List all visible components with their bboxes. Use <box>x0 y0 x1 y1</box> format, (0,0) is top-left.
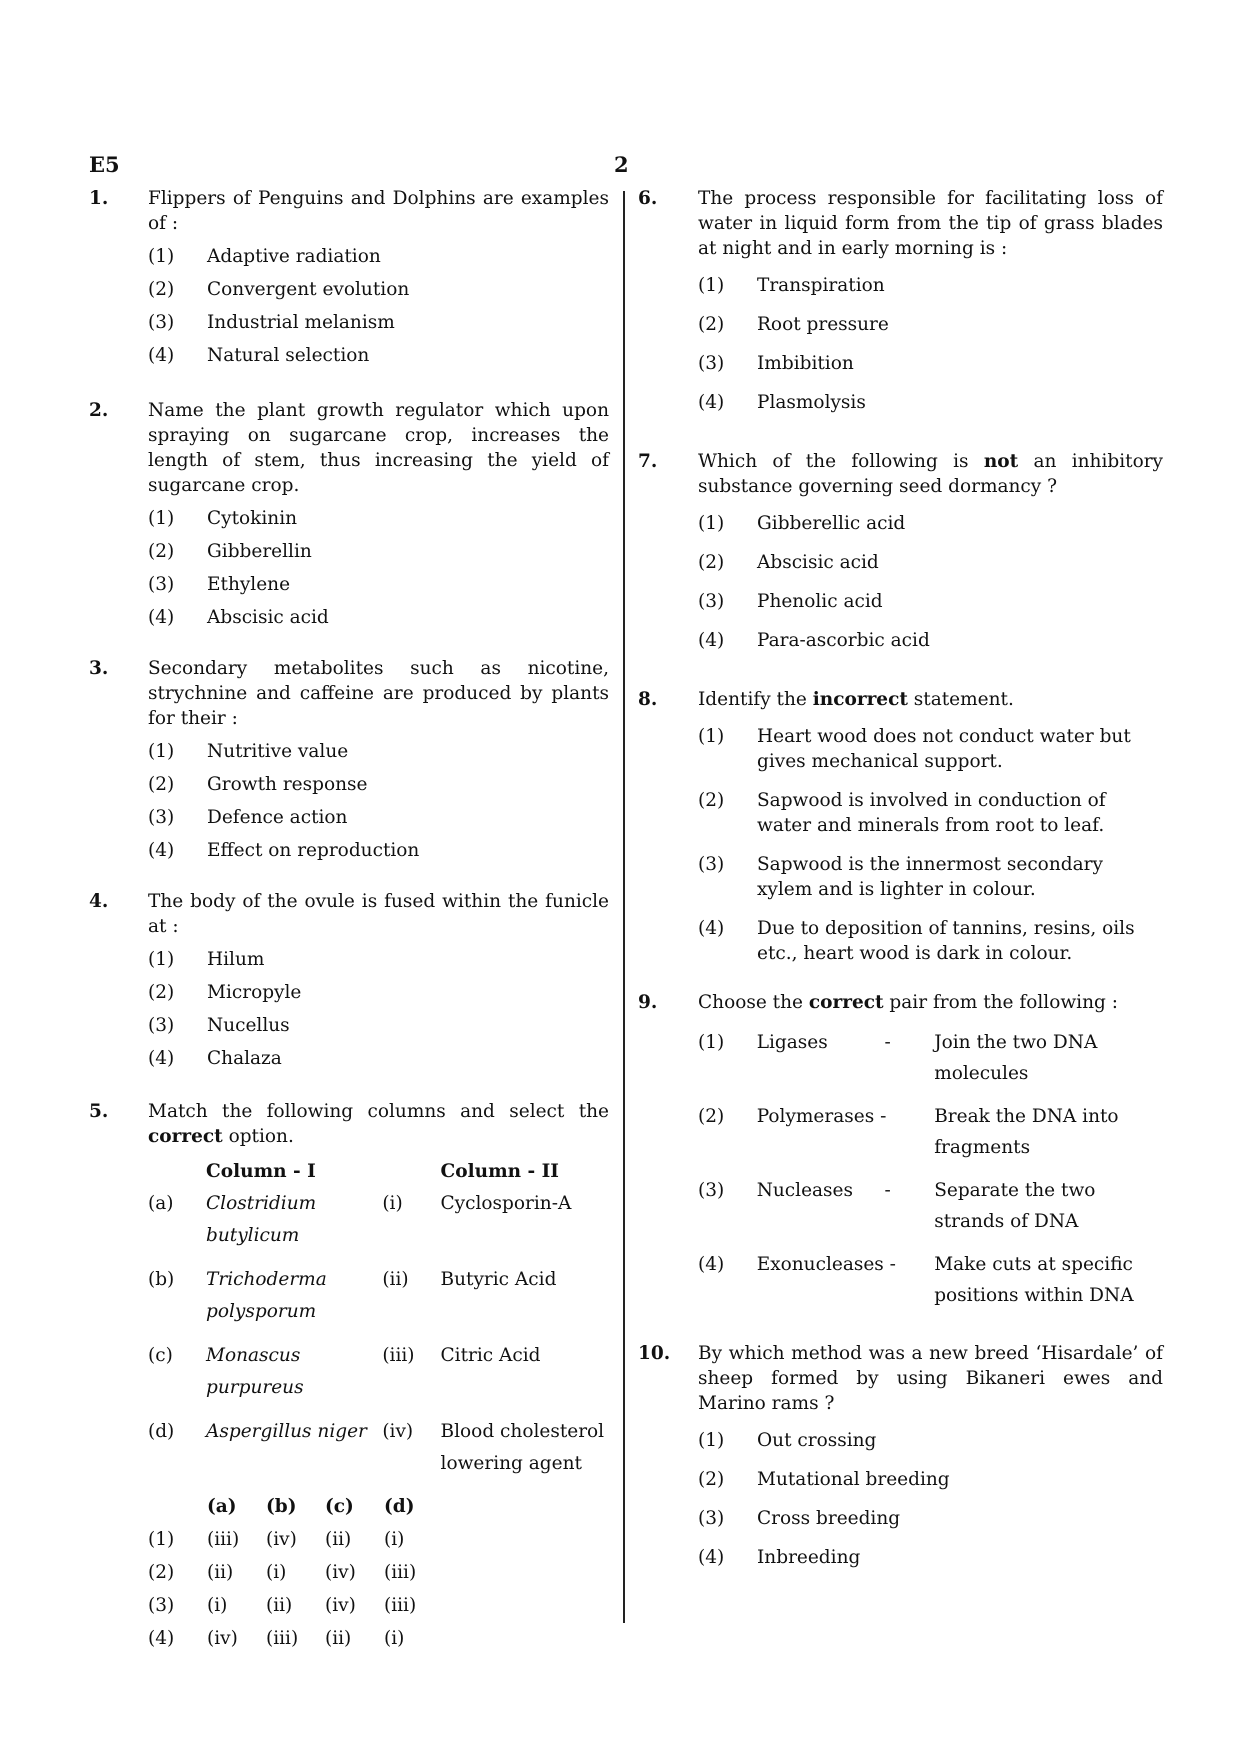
enzyme: Exonucleases - <box>756 1254 896 1275</box>
option-number: (4) <box>148 607 175 628</box>
option-4[interactable] <box>698 628 1163 667</box>
pair-option-1[interactable] <box>698 1027 1163 1101</box>
option-3[interactable] <box>698 852 1163 902</box>
answer-cell: (iv) <box>207 1628 238 1649</box>
paper-code: E5 <box>89 152 120 177</box>
option-number: (4) <box>698 1254 725 1275</box>
option-number: (1) <box>698 1032 725 1053</box>
enzyme: Polymerases - <box>756 1106 887 1127</box>
option-3[interactable] <box>698 351 1163 390</box>
option-number: (2) <box>698 1469 725 1490</box>
question-keyword: incorrect <box>812 689 908 710</box>
option-text: Para-ascorbic acid <box>757 630 930 651</box>
answer-option-2[interactable] <box>148 1560 416 1593</box>
option-list <box>698 1428 1163 1584</box>
option-text: Effect on reproduction <box>207 840 420 861</box>
question-3 <box>89 656 609 871</box>
product-label: (iii) <box>382 1345 415 1366</box>
answer-cell: (ii) <box>325 1628 352 1649</box>
question-text: The process responsible for facilitating loss of water in liquid form from the tip of grass blades at night and in early morning is : <box>698 188 1163 259</box>
question-text <box>698 687 1163 712</box>
option-number: (1) <box>148 741 175 762</box>
question-1 <box>89 186 609 376</box>
answer-cell: (ii) <box>207 1562 234 1583</box>
right-column <box>638 186 1163 1584</box>
option-text: Due to deposition of tannins, resins, oils etc., heart wood is dark in colour. <box>757 918 1135 964</box>
option-number: (3) <box>698 1508 725 1529</box>
answer-option-4[interactable] <box>148 1626 416 1659</box>
option-4[interactable] <box>698 916 1163 966</box>
option-2[interactable] <box>698 550 1163 589</box>
page-number: 2 <box>614 152 629 177</box>
answer-header: (c) <box>325 1496 354 1517</box>
question-keyword: correct <box>808 992 884 1013</box>
option-text: Growth response <box>207 774 368 795</box>
question-number: 8. <box>638 689 658 710</box>
answer-header: (d) <box>384 1496 415 1517</box>
answer-cell: (i) <box>384 1529 405 1550</box>
product: Cyclosporin-A <box>440 1193 572 1214</box>
option-number: (4) <box>148 1628 175 1649</box>
option-1[interactable] <box>698 1428 1163 1467</box>
question-4 <box>89 889 609 1079</box>
question-keyword: not <box>983 451 1019 472</box>
row-label: (c) <box>148 1345 173 1366</box>
option-number: (2) <box>148 982 175 1003</box>
option-2[interactable] <box>148 980 609 1013</box>
organism: Trichoderma polysporum <box>206 1269 327 1322</box>
option-1[interactable] <box>148 739 609 772</box>
answer-table <box>148 1494 416 1659</box>
answer-cell: (iv) <box>266 1529 297 1550</box>
option-number: (3) <box>698 854 725 875</box>
left-column <box>89 186 609 1659</box>
option-1[interactable] <box>148 244 609 277</box>
option-list <box>148 244 609 376</box>
question-number: 6. <box>638 188 658 209</box>
option-2[interactable] <box>148 772 609 805</box>
enzyme-role: Make cuts at specific positions within DNA <box>934 1254 1134 1306</box>
pair-dash: - <box>884 1032 891 1053</box>
option-text: Mutational breeding <box>757 1469 950 1490</box>
organism: Aspergillus niger <box>206 1421 367 1442</box>
question-5 <box>89 1099 609 1659</box>
option-number: (3) <box>698 591 725 612</box>
option-number: (3) <box>148 1015 175 1036</box>
option-number: (1) <box>698 275 725 296</box>
organism: Monascus purpureus <box>206 1345 304 1398</box>
answer-cell: (ii) <box>266 1595 293 1616</box>
option-number: (1) <box>148 1529 175 1550</box>
pair-dash: - <box>884 1180 891 1201</box>
enzyme-role: Join the two DNA molecules <box>934 1032 1098 1084</box>
question-text-pre: Which of the following is <box>698 451 984 472</box>
question-6 <box>638 186 1163 429</box>
answer-cell: (iii) <box>266 1628 299 1649</box>
question-10 <box>638 1341 1163 1584</box>
option-text: Sapwood is involved in conduction of water and minerals from root to leaf. <box>757 790 1106 836</box>
answer-header: (a) <box>207 1496 237 1517</box>
option-number: (4) <box>698 630 725 651</box>
question-text <box>698 449 1163 499</box>
option-2[interactable] <box>698 1467 1163 1506</box>
option-1[interactable] <box>698 511 1163 550</box>
answer-cell: (iii) <box>384 1562 417 1583</box>
option-list <box>698 511 1163 667</box>
answer-cell: (i) <box>266 1562 287 1583</box>
option-4[interactable] <box>148 343 609 376</box>
answer-cell: (iv) <box>325 1595 356 1616</box>
option-text: Abscisic acid <box>757 552 879 573</box>
option-number: (2) <box>698 552 725 573</box>
answer-header: (b) <box>266 1496 297 1517</box>
option-3[interactable] <box>148 1013 609 1046</box>
option-1[interactable] <box>148 506 609 539</box>
option-4[interactable] <box>148 605 609 638</box>
pair-option-3[interactable] <box>698 1175 1163 1249</box>
option-2[interactable] <box>698 788 1163 838</box>
product-label: (ii) <box>382 1269 409 1290</box>
option-text: Cytokinin <box>207 508 298 529</box>
option-text: Nutritive value <box>207 741 349 762</box>
option-text: Cross breeding <box>757 1508 901 1529</box>
option-text: Imbibition <box>757 353 854 374</box>
option-2[interactable] <box>698 312 1163 351</box>
option-number: (1) <box>698 726 725 747</box>
option-list <box>148 739 609 871</box>
column-2-header: Column - II <box>440 1161 559 1182</box>
question-number: 5. <box>89 1101 109 1122</box>
pair-option-2[interactable] <box>698 1101 1163 1175</box>
option-number: (4) <box>148 345 175 366</box>
answer-cell: (iii) <box>207 1529 240 1550</box>
column-1-header: Column - I <box>206 1161 316 1182</box>
question-keyword: correct <box>148 1126 223 1147</box>
match-row <box>148 1340 609 1416</box>
option-list <box>148 506 609 638</box>
question-text: The body of the ovule is fused within the funicle at : <box>148 891 609 937</box>
option-2[interactable] <box>148 539 609 572</box>
question-text <box>698 990 1163 1015</box>
option-text: Hilum <box>207 949 265 970</box>
option-number: (3) <box>148 312 175 333</box>
option-3[interactable] <box>148 310 609 343</box>
option-text: Gibberellin <box>207 541 312 562</box>
answer-option-3[interactable] <box>148 1593 416 1626</box>
question-8 <box>638 687 1163 966</box>
question-number: 9. <box>638 992 658 1013</box>
organism: Clostridium butylicum <box>206 1193 317 1246</box>
row-label: (d) <box>148 1421 175 1442</box>
pair-option-4[interactable] <box>698 1249 1163 1323</box>
question-number: 10. <box>638 1343 671 1364</box>
option-list <box>698 724 1163 966</box>
enzyme-role: Separate the two strands of DNA <box>934 1180 1096 1232</box>
match-table <box>148 1159 609 1492</box>
option-number: (1) <box>148 949 175 970</box>
option-text: Micropyle <box>207 982 302 1003</box>
option-3[interactable] <box>148 805 609 838</box>
question-text <box>148 1099 609 1149</box>
option-number: (3) <box>148 807 175 828</box>
option-4[interactable] <box>698 1545 1163 1584</box>
answer-option-1[interactable] <box>148 1527 416 1560</box>
option-number: (2) <box>698 314 725 335</box>
option-number: (1) <box>698 1430 725 1451</box>
match-row <box>148 1264 609 1340</box>
option-text: Chalaza <box>207 1048 282 1069</box>
question-text-post: statement. <box>907 689 1014 710</box>
match-row <box>148 1416 609 1492</box>
question-number: 1. <box>89 188 109 209</box>
option-number: (1) <box>148 508 175 529</box>
option-text: Sapwood is the innermost secondary xylem and is lighter in colour. <box>757 854 1103 900</box>
question-text: By which method was a new breed ‘Hisardale’ of sheep formed by using Bikaneri ewes and Marino rams ? <box>698 1343 1163 1414</box>
option-text: Root pressure <box>757 314 889 335</box>
row-label: (a) <box>148 1193 174 1214</box>
option-1[interactable] <box>148 947 609 980</box>
pairs-table <box>698 1027 1163 1323</box>
option-text: Gibberellic acid <box>757 513 906 534</box>
option-number: (3) <box>148 1595 175 1616</box>
option-text: Defence action <box>207 807 348 828</box>
option-text: Industrial melanism <box>207 312 395 333</box>
question-text: Name the plant growth regulator which upon spraying on sugarcane crop, increases the length of stem, thus increasing the yield of sugarcane crop. <box>148 400 609 496</box>
enzyme-role: Break the DNA into fragments <box>934 1106 1119 1158</box>
option-text: Ethylene <box>207 574 291 595</box>
option-text: Adaptive radiation <box>207 246 381 267</box>
question-text-pre: Choose the <box>698 992 809 1013</box>
answer-cell: (i) <box>384 1628 405 1649</box>
option-4[interactable] <box>698 390 1163 429</box>
option-number: (3) <box>698 353 725 374</box>
option-3[interactable] <box>148 572 609 605</box>
question-2 <box>89 398 609 638</box>
option-number: (2) <box>148 774 175 795</box>
enzyme: Nucleases <box>756 1180 853 1201</box>
question-number: 3. <box>89 658 109 679</box>
answer-cell: (iii) <box>384 1595 417 1616</box>
product: Butyric Acid <box>440 1269 557 1290</box>
option-list <box>148 947 609 1079</box>
product-label: (iv) <box>382 1421 414 1442</box>
question-text-post: an inhibitory substance governing seed dormancy ? <box>698 451 1163 497</box>
option-4[interactable] <box>148 1046 609 1079</box>
question-text: Flippers of Penguins and Dolphins are examples of : <box>148 188 609 234</box>
option-4[interactable] <box>148 838 609 871</box>
option-number: (4) <box>698 918 725 939</box>
option-text: Heart wood does not conduct water but gives mechanical support. <box>757 726 1131 772</box>
question-text-post: pair from the following : <box>883 992 1118 1013</box>
question-number: 2. <box>89 400 109 421</box>
option-1[interactable] <box>698 724 1163 774</box>
option-number: (2) <box>148 279 175 300</box>
option-number: (1) <box>698 513 725 534</box>
option-number: (2) <box>148 1562 175 1583</box>
option-number: (3) <box>698 1180 725 1201</box>
question-number: 7. <box>638 451 658 472</box>
option-3[interactable] <box>698 589 1163 628</box>
question-number: 4. <box>89 891 109 912</box>
option-text: Out crossing <box>757 1430 877 1451</box>
option-text: Inbreeding <box>757 1547 861 1568</box>
option-number: (4) <box>698 1547 725 1568</box>
option-1[interactable] <box>698 273 1163 312</box>
enzyme: Ligases <box>756 1032 828 1053</box>
option-number: (4) <box>698 392 725 413</box>
answer-cell: (iv) <box>325 1562 356 1583</box>
option-number: (4) <box>148 840 175 861</box>
question-text-post: option. <box>222 1126 294 1147</box>
option-number: (2) <box>148 541 175 562</box>
option-2[interactable] <box>148 277 609 310</box>
question-text-pre: Match the following columns and select the <box>148 1101 609 1122</box>
option-text: Abscisic acid <box>207 607 329 628</box>
option-3[interactable] <box>698 1506 1163 1545</box>
option-text: Plasmolysis <box>757 392 866 413</box>
product-label: (i) <box>382 1193 403 1214</box>
answer-cell: (i) <box>207 1595 228 1616</box>
column-divider <box>623 191 625 1623</box>
option-text: Nucellus <box>207 1015 290 1036</box>
option-text: Natural selection <box>207 345 370 366</box>
question-9 <box>638 990 1163 1323</box>
option-text: Phenolic acid <box>757 591 883 612</box>
option-list <box>698 273 1163 429</box>
product: Blood cholesterol lowering agent <box>440 1421 605 1474</box>
question-text: Secondary metabolites such as nicotine, strychnine and caffeine are produced by plants for their : <box>148 658 609 729</box>
product: Citric Acid <box>440 1345 541 1366</box>
option-number: (4) <box>148 1048 175 1069</box>
option-number: (3) <box>148 574 175 595</box>
option-number: (2) <box>698 790 725 811</box>
option-number: (1) <box>148 246 175 267</box>
option-text: Convergent evolution <box>207 279 410 300</box>
match-row <box>148 1188 609 1264</box>
row-label: (b) <box>148 1269 175 1290</box>
question-text-pre: Identify the <box>698 689 813 710</box>
question-7 <box>638 449 1163 667</box>
option-number: (2) <box>698 1106 725 1127</box>
answer-cell: (ii) <box>325 1529 352 1550</box>
option-text: Transpiration <box>757 275 885 296</box>
